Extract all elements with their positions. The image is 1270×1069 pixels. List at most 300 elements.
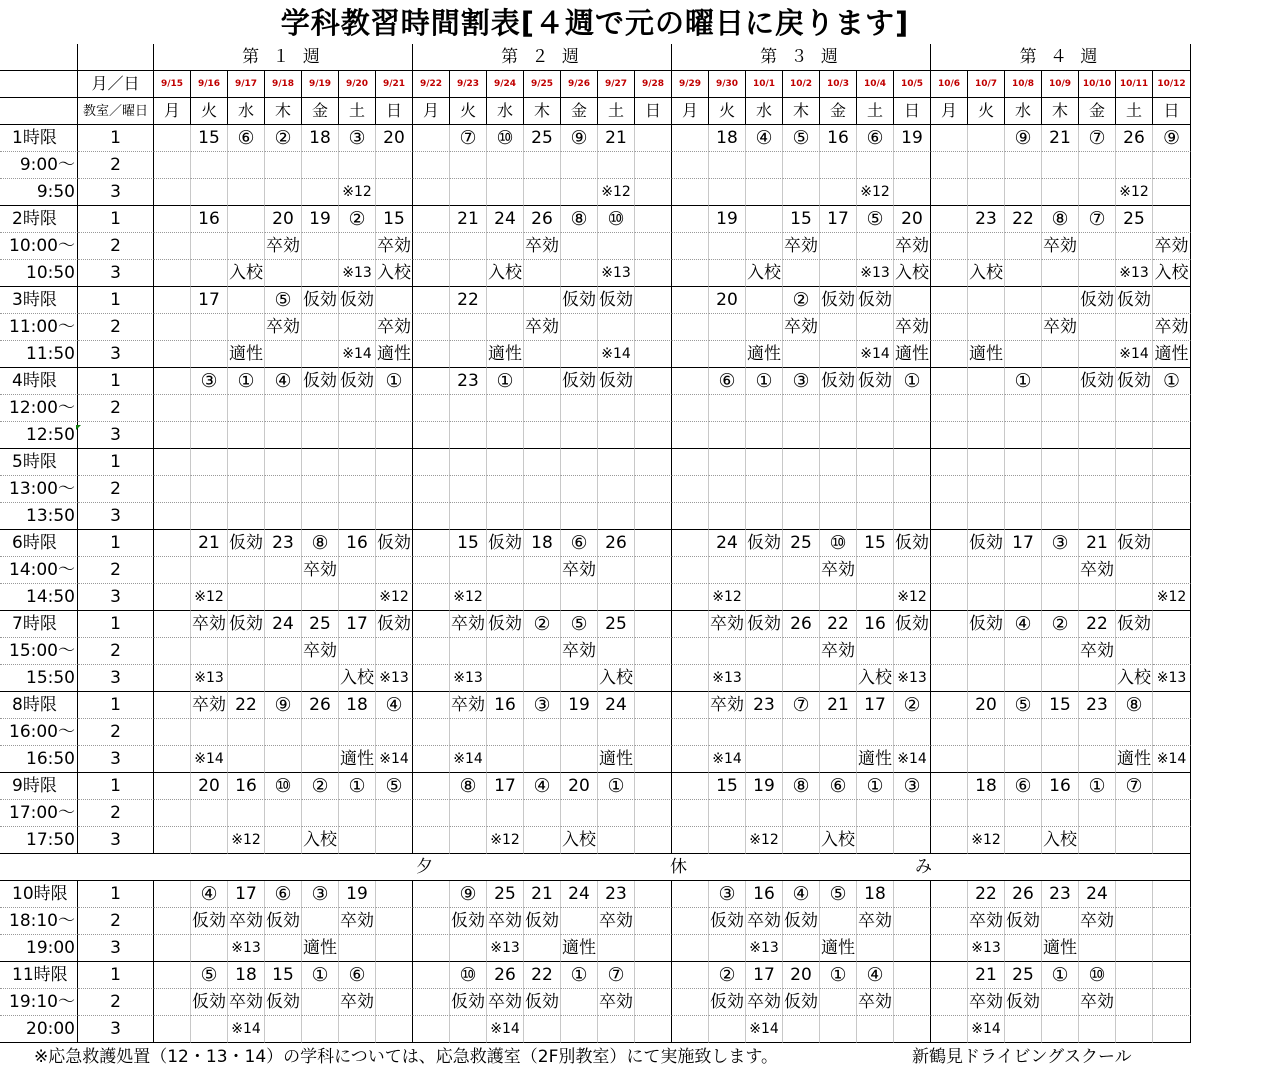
empty-cell bbox=[672, 206, 709, 233]
period-label: 14:50 bbox=[0, 584, 78, 611]
empty-cell bbox=[339, 152, 376, 179]
date-header: 9/30 bbox=[709, 71, 746, 98]
schedule-cell: 卒効 bbox=[968, 989, 1005, 1016]
empty-cell bbox=[931, 260, 968, 287]
schedule-cell: 卒効 bbox=[857, 989, 894, 1016]
empty-cell bbox=[746, 422, 783, 449]
empty-cell bbox=[265, 260, 302, 287]
empty-cell bbox=[413, 692, 450, 719]
empty-cell bbox=[598, 1016, 635, 1043]
empty-cell bbox=[783, 719, 820, 746]
empty-cell bbox=[1005, 287, 1042, 314]
date-header: 10/1 bbox=[746, 71, 783, 98]
schedule-cell: 仮効 bbox=[524, 908, 561, 935]
schedule-cell: ※12 bbox=[968, 827, 1005, 854]
empty-cell bbox=[302, 719, 339, 746]
schedule-cell: ※12 bbox=[450, 584, 487, 611]
empty-cell bbox=[968, 179, 1005, 206]
empty-cell bbox=[302, 908, 339, 935]
empty-cell bbox=[783, 746, 820, 773]
empty-cell bbox=[1042, 719, 1079, 746]
schedule-cell: 仮効 bbox=[1079, 368, 1116, 395]
empty-cell bbox=[709, 557, 746, 584]
schedule-cell: ※14 bbox=[450, 746, 487, 773]
schedule-cell: 22 bbox=[524, 962, 561, 989]
empty-cell bbox=[191, 827, 228, 854]
schedule-cell: 卒効 bbox=[524, 233, 561, 260]
empty-cell bbox=[450, 395, 487, 422]
empty-cell bbox=[265, 341, 302, 368]
schedule-cell: ※12 bbox=[894, 584, 931, 611]
empty-cell bbox=[635, 584, 672, 611]
schedule-cell: ※13 bbox=[1153, 665, 1191, 692]
empty-cell bbox=[561, 422, 598, 449]
schedule-cell: 20 bbox=[783, 962, 820, 989]
empty-cell bbox=[524, 935, 561, 962]
empty-cell bbox=[154, 287, 191, 314]
schedule-cell: ⑨ bbox=[1153, 125, 1191, 152]
schedule-cell: ⑤ bbox=[376, 773, 413, 800]
schedule-cell: ※14 bbox=[191, 746, 228, 773]
schedule-cell: ④ bbox=[191, 881, 228, 908]
empty-cell bbox=[968, 584, 1005, 611]
schedule-cell: ③ bbox=[1042, 530, 1079, 557]
schedule-cell: ③ bbox=[709, 881, 746, 908]
room-number: 1 bbox=[78, 206, 154, 233]
empty-cell bbox=[413, 827, 450, 854]
empty-cell bbox=[154, 179, 191, 206]
weekday-header: 木 bbox=[524, 98, 561, 125]
empty-cell bbox=[154, 638, 191, 665]
date-header: 9/21 bbox=[376, 71, 413, 98]
empty-cell bbox=[1042, 557, 1079, 584]
empty-cell bbox=[598, 719, 635, 746]
empty-cell bbox=[931, 665, 968, 692]
empty-cell bbox=[820, 341, 857, 368]
schedule-cell: ⑥ bbox=[820, 773, 857, 800]
period-label: 15:50 bbox=[0, 665, 78, 692]
empty-cell bbox=[228, 719, 265, 746]
schedule-cell: 入校 bbox=[894, 260, 931, 287]
empty-cell bbox=[1079, 719, 1116, 746]
empty-cell bbox=[450, 422, 487, 449]
empty-cell bbox=[635, 935, 672, 962]
empty-cell bbox=[1116, 638, 1153, 665]
schedule-cell: 仮効 bbox=[376, 530, 413, 557]
empty-cell bbox=[857, 314, 894, 341]
schedule-cell: ⑨ bbox=[450, 881, 487, 908]
empty-cell bbox=[1042, 665, 1079, 692]
empty-cell bbox=[1116, 908, 1153, 935]
empty-cell bbox=[265, 395, 302, 422]
empty-cell bbox=[1153, 449, 1191, 476]
empty-cell bbox=[1116, 314, 1153, 341]
empty-cell bbox=[265, 422, 302, 449]
empty-cell bbox=[746, 206, 783, 233]
empty-cell bbox=[635, 665, 672, 692]
schedule-cell: 卒効 bbox=[450, 692, 487, 719]
empty-cell bbox=[672, 989, 709, 1016]
room-number: 1 bbox=[78, 449, 154, 476]
schedule-cell: 卒効 bbox=[709, 611, 746, 638]
empty-cell bbox=[154, 962, 191, 989]
room-number: 2 bbox=[78, 989, 154, 1016]
empty-cell bbox=[339, 827, 376, 854]
empty-cell bbox=[413, 395, 450, 422]
empty-cell bbox=[672, 287, 709, 314]
empty-cell bbox=[894, 881, 931, 908]
empty-cell bbox=[783, 827, 820, 854]
schedule-cell: 仮効 bbox=[487, 611, 524, 638]
empty-cell bbox=[265, 179, 302, 206]
empty-cell bbox=[931, 773, 968, 800]
period-label: 18:10～ bbox=[0, 908, 78, 935]
weekday-header: 土 bbox=[598, 98, 635, 125]
empty-cell bbox=[857, 800, 894, 827]
schedule-cell: 仮効 bbox=[598, 368, 635, 395]
empty-cell bbox=[154, 503, 191, 530]
empty-cell bbox=[413, 881, 450, 908]
empty-cell bbox=[672, 746, 709, 773]
schedule-cell: 入校 bbox=[228, 260, 265, 287]
empty-cell bbox=[191, 341, 228, 368]
empty-cell bbox=[635, 422, 672, 449]
empty-cell bbox=[376, 152, 413, 179]
empty-cell bbox=[931, 179, 968, 206]
empty-cell bbox=[1005, 746, 1042, 773]
empty-cell bbox=[1079, 341, 1116, 368]
schedule-cell: ② bbox=[302, 773, 339, 800]
schedule-cell: ⑦ bbox=[1079, 125, 1116, 152]
schedule-cell: ⑤ bbox=[191, 962, 228, 989]
weekday-header: 月 bbox=[672, 98, 709, 125]
empty-cell bbox=[1005, 314, 1042, 341]
empty-cell bbox=[820, 503, 857, 530]
schedule-cell: 仮効 bbox=[746, 611, 783, 638]
schedule-cell: 16 bbox=[191, 206, 228, 233]
period-label: 11:00～ bbox=[0, 314, 78, 341]
schedule-cell: 卒効 bbox=[1042, 314, 1079, 341]
schedule-cell: 仮効 bbox=[1079, 287, 1116, 314]
empty-cell bbox=[487, 746, 524, 773]
schedule-cell: ※13 bbox=[857, 260, 894, 287]
corner-cell-top bbox=[0, 44, 78, 71]
empty-cell bbox=[635, 746, 672, 773]
schedule-cell: ⑥ bbox=[265, 881, 302, 908]
empty-cell bbox=[302, 233, 339, 260]
empty-cell bbox=[1079, 503, 1116, 530]
empty-cell bbox=[746, 800, 783, 827]
empty-cell bbox=[931, 881, 968, 908]
schedule-cell: 卒効 bbox=[1079, 638, 1116, 665]
schedule-cell: 19 bbox=[894, 125, 931, 152]
room-number: 2 bbox=[78, 233, 154, 260]
empty-cell bbox=[783, 395, 820, 422]
empty-cell bbox=[413, 935, 450, 962]
date-header: 9/16 bbox=[191, 71, 228, 98]
schedule-cell: 卒効 bbox=[783, 314, 820, 341]
empty-cell bbox=[783, 557, 820, 584]
empty-cell bbox=[931, 746, 968, 773]
schedule-cell: ③ bbox=[894, 773, 931, 800]
weekday-header: 火 bbox=[450, 98, 487, 125]
schedule-cell: 適性 bbox=[746, 341, 783, 368]
empty-cell bbox=[339, 935, 376, 962]
empty-cell bbox=[1079, 395, 1116, 422]
empty-cell bbox=[265, 449, 302, 476]
schedule-cell: 15 bbox=[265, 962, 302, 989]
empty-cell bbox=[931, 341, 968, 368]
empty-cell bbox=[561, 260, 598, 287]
schedule-cell: 適性 bbox=[302, 935, 339, 962]
empty-cell bbox=[820, 314, 857, 341]
room-number: 3 bbox=[78, 1016, 154, 1043]
room-weekday-label: 教室／曜日 bbox=[78, 98, 154, 125]
empty-cell bbox=[228, 665, 265, 692]
empty-cell bbox=[524, 584, 561, 611]
empty-cell bbox=[894, 503, 931, 530]
schedule-cell: 仮効 bbox=[228, 611, 265, 638]
empty-cell bbox=[968, 233, 1005, 260]
empty-cell bbox=[154, 773, 191, 800]
empty-cell bbox=[672, 530, 709, 557]
empty-cell bbox=[672, 179, 709, 206]
empty-cell bbox=[968, 449, 1005, 476]
empty-cell bbox=[598, 449, 635, 476]
empty-cell bbox=[1079, 827, 1116, 854]
empty-cell bbox=[450, 449, 487, 476]
schedule-cell: 卒効 bbox=[709, 692, 746, 719]
schedule-cell: 適性 bbox=[894, 341, 931, 368]
schedule-cell: ※14 bbox=[746, 1016, 783, 1043]
empty-cell bbox=[857, 719, 894, 746]
weekday-header: 月 bbox=[154, 98, 191, 125]
empty-cell bbox=[1153, 638, 1191, 665]
empty-cell bbox=[524, 422, 561, 449]
empty-cell bbox=[1116, 935, 1153, 962]
schedule-cell: ※13 bbox=[746, 935, 783, 962]
empty-cell bbox=[450, 638, 487, 665]
schedule-cell: 20 bbox=[561, 773, 598, 800]
schedule-cell: 15 bbox=[191, 125, 228, 152]
schedule-cell: 仮効 bbox=[561, 287, 598, 314]
empty-cell bbox=[746, 638, 783, 665]
empty-cell bbox=[561, 746, 598, 773]
empty-cell bbox=[1042, 368, 1079, 395]
empty-cell bbox=[1153, 800, 1191, 827]
empty-cell bbox=[1042, 179, 1079, 206]
empty-cell bbox=[894, 800, 931, 827]
date-header: 10/11 bbox=[1116, 71, 1153, 98]
empty-cell bbox=[191, 314, 228, 341]
schedule-cell: ③ bbox=[783, 368, 820, 395]
empty-cell bbox=[820, 179, 857, 206]
empty-cell bbox=[265, 800, 302, 827]
empty-cell bbox=[487, 422, 524, 449]
empty-cell bbox=[968, 503, 1005, 530]
empty-cell bbox=[857, 395, 894, 422]
empty-cell bbox=[413, 125, 450, 152]
schedule-cell: 卒効 bbox=[450, 611, 487, 638]
empty-cell bbox=[968, 152, 1005, 179]
empty-cell bbox=[1005, 152, 1042, 179]
empty-cell bbox=[413, 503, 450, 530]
date-header: 9/18 bbox=[265, 71, 302, 98]
empty-cell bbox=[413, 773, 450, 800]
empty-cell bbox=[709, 476, 746, 503]
date-header: 10/7 bbox=[968, 71, 1005, 98]
period-label: 6時限 bbox=[0, 530, 78, 557]
empty-cell bbox=[635, 908, 672, 935]
date-header: 10/5 bbox=[894, 71, 931, 98]
empty-cell bbox=[376, 827, 413, 854]
empty-cell bbox=[1042, 746, 1079, 773]
schedule-cell: ※14 bbox=[487, 1016, 524, 1043]
empty-cell bbox=[635, 314, 672, 341]
empty-cell bbox=[413, 260, 450, 287]
empty-cell bbox=[524, 152, 561, 179]
period-label: 9:00～ bbox=[0, 152, 78, 179]
schedule-cell: ① bbox=[1005, 368, 1042, 395]
room-number: 2 bbox=[78, 476, 154, 503]
empty-cell bbox=[228, 233, 265, 260]
schedule-cell: 卒効 bbox=[191, 611, 228, 638]
weekday-header: 月 bbox=[931, 98, 968, 125]
schedule-cell: 卒効 bbox=[265, 314, 302, 341]
schedule-cell: ⑥ bbox=[1005, 773, 1042, 800]
weekday-header: 土 bbox=[857, 98, 894, 125]
weekday-header: 土 bbox=[1116, 98, 1153, 125]
schedule-cell: 仮効 bbox=[857, 287, 894, 314]
empty-cell bbox=[1005, 800, 1042, 827]
schedule-cell: 卒効 bbox=[1079, 908, 1116, 935]
empty-cell bbox=[894, 935, 931, 962]
schedule-cell: ※12 bbox=[709, 584, 746, 611]
schedule-cell: 適性 bbox=[820, 935, 857, 962]
empty-cell bbox=[746, 584, 783, 611]
empty-cell bbox=[154, 827, 191, 854]
empty-cell bbox=[1042, 395, 1079, 422]
empty-cell bbox=[635, 827, 672, 854]
date-header: 10/10 bbox=[1079, 71, 1116, 98]
week-header: 第 １ 週 bbox=[154, 44, 413, 71]
schedule-cell: 22 bbox=[228, 692, 265, 719]
empty-cell bbox=[968, 125, 1005, 152]
schedule-cell: 24 bbox=[265, 611, 302, 638]
empty-cell bbox=[450, 233, 487, 260]
empty-cell bbox=[487, 395, 524, 422]
empty-cell bbox=[672, 773, 709, 800]
schedule-cell: 仮効 bbox=[857, 368, 894, 395]
empty-cell bbox=[413, 530, 450, 557]
schedule-cell: ④ bbox=[783, 881, 820, 908]
schedule-cell: 24 bbox=[487, 206, 524, 233]
schedule-cell: ※13 bbox=[339, 260, 376, 287]
schedule-cell: ⑨ bbox=[1005, 125, 1042, 152]
schedule-cell: 18 bbox=[968, 773, 1005, 800]
schedule-cell: 22 bbox=[968, 881, 1005, 908]
weekday-header: 水 bbox=[487, 98, 524, 125]
period-label: 12:00～ bbox=[0, 395, 78, 422]
schedule-cell: 17 bbox=[191, 287, 228, 314]
empty-cell bbox=[1005, 422, 1042, 449]
schedule-cell: 17 bbox=[1005, 530, 1042, 557]
empty-cell bbox=[783, 800, 820, 827]
date-header: 9/22 bbox=[413, 71, 450, 98]
schedule-cell: 適性 bbox=[376, 341, 413, 368]
schedule-cell: ① bbox=[228, 368, 265, 395]
schedule-cell: 18 bbox=[302, 125, 339, 152]
empty-cell bbox=[413, 179, 450, 206]
empty-cell bbox=[1042, 800, 1079, 827]
empty-cell bbox=[672, 908, 709, 935]
cell-comment-marker bbox=[76, 425, 81, 430]
weekday-header: 火 bbox=[191, 98, 228, 125]
weekday-header: 金 bbox=[1079, 98, 1116, 125]
empty-cell bbox=[672, 341, 709, 368]
empty-cell bbox=[635, 449, 672, 476]
empty-cell bbox=[672, 476, 709, 503]
schedule-cell: 仮効 bbox=[820, 287, 857, 314]
room-number: 1 bbox=[78, 368, 154, 395]
empty-cell bbox=[709, 260, 746, 287]
month-day-label: 月／日 bbox=[78, 71, 154, 98]
schedule-cell: 17 bbox=[339, 611, 376, 638]
empty-cell bbox=[265, 827, 302, 854]
empty-cell bbox=[820, 476, 857, 503]
schedule-cell: ⑩ bbox=[1079, 962, 1116, 989]
empty-cell bbox=[931, 989, 968, 1016]
period-label: 17:00～ bbox=[0, 800, 78, 827]
empty-cell bbox=[154, 557, 191, 584]
empty-cell bbox=[339, 503, 376, 530]
schedule-cell: ⑤ bbox=[820, 881, 857, 908]
empty-cell bbox=[894, 908, 931, 935]
empty-cell bbox=[191, 179, 228, 206]
empty-cell bbox=[561, 341, 598, 368]
empty-cell bbox=[265, 476, 302, 503]
empty-cell bbox=[1153, 179, 1191, 206]
empty-cell bbox=[413, 719, 450, 746]
room-number: 1 bbox=[78, 773, 154, 800]
schedule-cell: 24 bbox=[598, 692, 635, 719]
empty-cell bbox=[709, 314, 746, 341]
empty-cell bbox=[968, 557, 1005, 584]
empty-cell bbox=[487, 638, 524, 665]
schedule-cell: 18 bbox=[857, 881, 894, 908]
empty-cell bbox=[968, 287, 1005, 314]
schedule-cell: 24 bbox=[1079, 881, 1116, 908]
empty-cell bbox=[709, 422, 746, 449]
empty-cell bbox=[931, 584, 968, 611]
empty-cell bbox=[783, 638, 820, 665]
empty-cell bbox=[154, 260, 191, 287]
schedule-cell: ② bbox=[1042, 611, 1079, 638]
empty-cell bbox=[635, 206, 672, 233]
empty-cell bbox=[672, 449, 709, 476]
empty-cell bbox=[1116, 962, 1153, 989]
schedule-cell: ※13 bbox=[968, 935, 1005, 962]
schedule-cell: 仮効 bbox=[894, 611, 931, 638]
empty-cell bbox=[265, 719, 302, 746]
empty-cell bbox=[561, 503, 598, 530]
schedule-cell: 17 bbox=[228, 881, 265, 908]
date-header: 9/20 bbox=[339, 71, 376, 98]
date-header: 9/23 bbox=[450, 71, 487, 98]
schedule-cell: 卒効 bbox=[339, 908, 376, 935]
empty-cell bbox=[339, 449, 376, 476]
schedule-cell: 仮効 bbox=[339, 287, 376, 314]
